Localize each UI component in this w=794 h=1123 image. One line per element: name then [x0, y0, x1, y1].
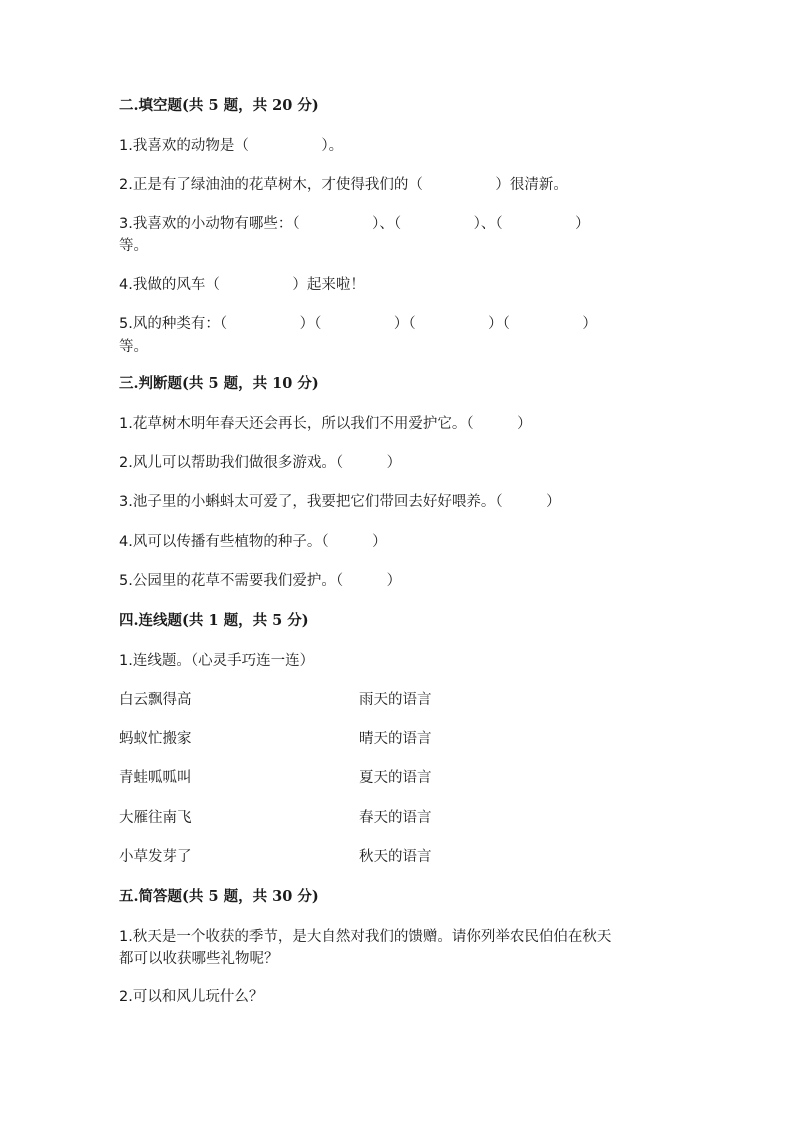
match-right-item: 春天的语言: [359, 810, 432, 826]
fill-question-1: 1.我喜欢的动物是（ ）。: [119, 138, 344, 154]
fill-question-2: 2.正是有了绿油油的花草树木，才使得我们的（ ）很清新。: [119, 177, 568, 193]
match-left-item: 小草发芽了: [119, 849, 192, 865]
judge-question-2: 2.风儿可以帮助我们做很多游戏。（ ）: [119, 455, 402, 471]
judge-question-4: 4.风可以传播有些植物的种子。（ ）: [119, 534, 387, 550]
match-question-1: 1.连线题。（心灵手巧连一连）: [119, 653, 315, 669]
section-heading-fill: 二.填空题(共 5 题，共 20 分): [119, 97, 319, 114]
fill-question-5: 5.风的种类有：（ ）（ ）（ ）（ ）: [119, 316, 597, 332]
match-left-item: 大雁往南飞: [119, 810, 192, 826]
section-heading-judge: 三.判断题(共 5 题，共 10 分): [119, 375, 319, 392]
judge-question-1: 1.花草树木明年春天还会再长，所以我们不用爱护它。（ ）: [119, 416, 532, 432]
section-heading-match: 四.连线题(共 1 题，共 5 分): [119, 612, 309, 629]
fill-question-3: 3.我喜欢的小动物有哪些：（ ）、（ ）、（ ）: [119, 216, 590, 232]
match-right-item: 晴天的语言: [359, 731, 432, 747]
match-left-item: 青蛙呱呱叫: [119, 770, 192, 786]
match-left-item: 蚂蚁忙搬家: [119, 731, 192, 747]
section-heading-short: 五.简答题(共 5 题，共 30 分): [119, 888, 319, 905]
judge-question-5: 5.公园里的花草不需要我们爱护。（ ）: [119, 573, 402, 589]
short-question-1-cont: 都可以收获哪些礼物呢？: [119, 951, 279, 967]
fill-question-3-cont: 等。: [119, 238, 148, 254]
fill-question-4: 4.我做的风车（ ）起来啦！: [119, 277, 365, 293]
match-left-item: 白云飘得高: [119, 692, 192, 708]
fill-question-5-cont: 等。: [119, 339, 148, 355]
match-right-item: 秋天的语言: [359, 849, 432, 865]
judge-question-3: 3.池子里的小蝌蚪太可爱了，我要把它们带回去好好喂养。（ ）: [119, 494, 561, 510]
short-question-1: 1.秋天是一个收获的季节，是大自然对我们的馈赠。请你列举农民伯伯在秋天: [119, 929, 612, 945]
match-right-item: 雨天的语言: [359, 692, 432, 708]
short-question-2: 2.可以和风儿玩什么？: [119, 989, 264, 1005]
match-right-item: 夏天的语言: [359, 770, 432, 786]
